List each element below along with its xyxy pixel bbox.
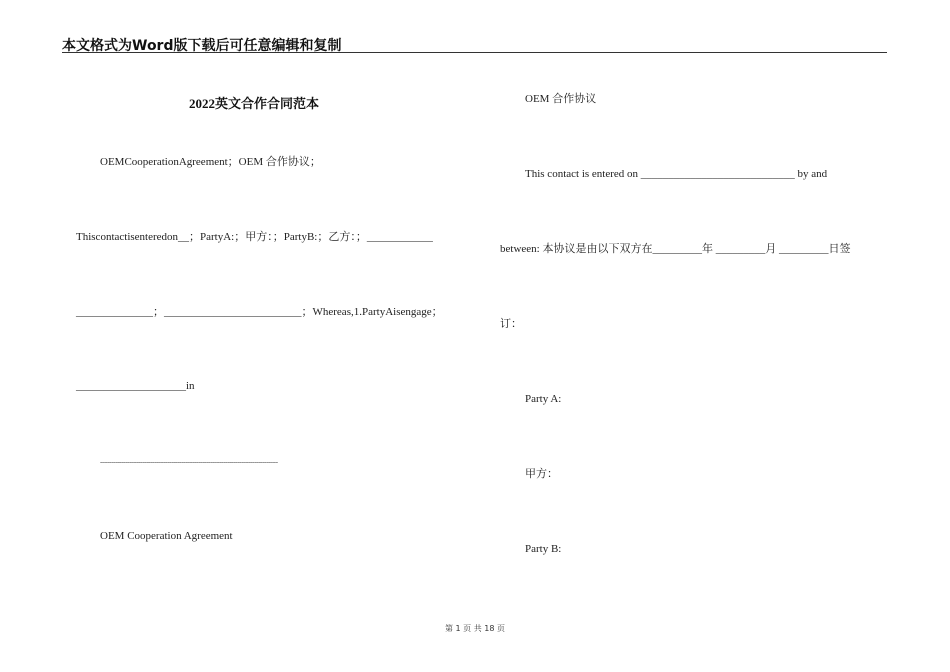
right-paragraph-2: between: 本协议是由以下双方在_________年 _________月 _________日签 <box>500 243 851 255</box>
right-heading: OEM 合作协议 <box>525 93 597 105</box>
left-paragraph-4: ____________________in <box>76 380 195 392</box>
right-paragraph-3: 订： <box>500 318 522 330</box>
party-a-label: Party A: <box>525 393 562 405</box>
party-a-cn-label: 甲方： <box>525 468 558 480</box>
separator-line: -------------------------------------------------------------------------------------------- <box>100 458 278 466</box>
document-title: 2022英文合作合同范本 <box>189 96 320 111</box>
document-header-title: 本文格式为Word版下载后可任意编辑和复制 <box>62 38 342 54</box>
header-divider <box>62 52 887 53</box>
left-paragraph-3: ______________；_________________________；Whereas,1.PartyAisengage； <box>76 306 443 318</box>
party-b-label: Party B: <box>525 543 562 555</box>
right-paragraph-1: This contact is entered on ____________________________ by and <box>525 168 828 180</box>
left-paragraph-2: Thiscontactisenteredon__；PartyA:；甲方：；PartyB:；乙方：；____________ <box>76 231 433 243</box>
left-paragraph-5: OEM Cooperation Agreement <box>100 530 233 542</box>
page-footer: 第 1 页 共 18 页 <box>445 624 505 633</box>
left-paragraph-1: OEMCooperationAgreement；OEM 合作协议； <box>100 156 321 168</box>
